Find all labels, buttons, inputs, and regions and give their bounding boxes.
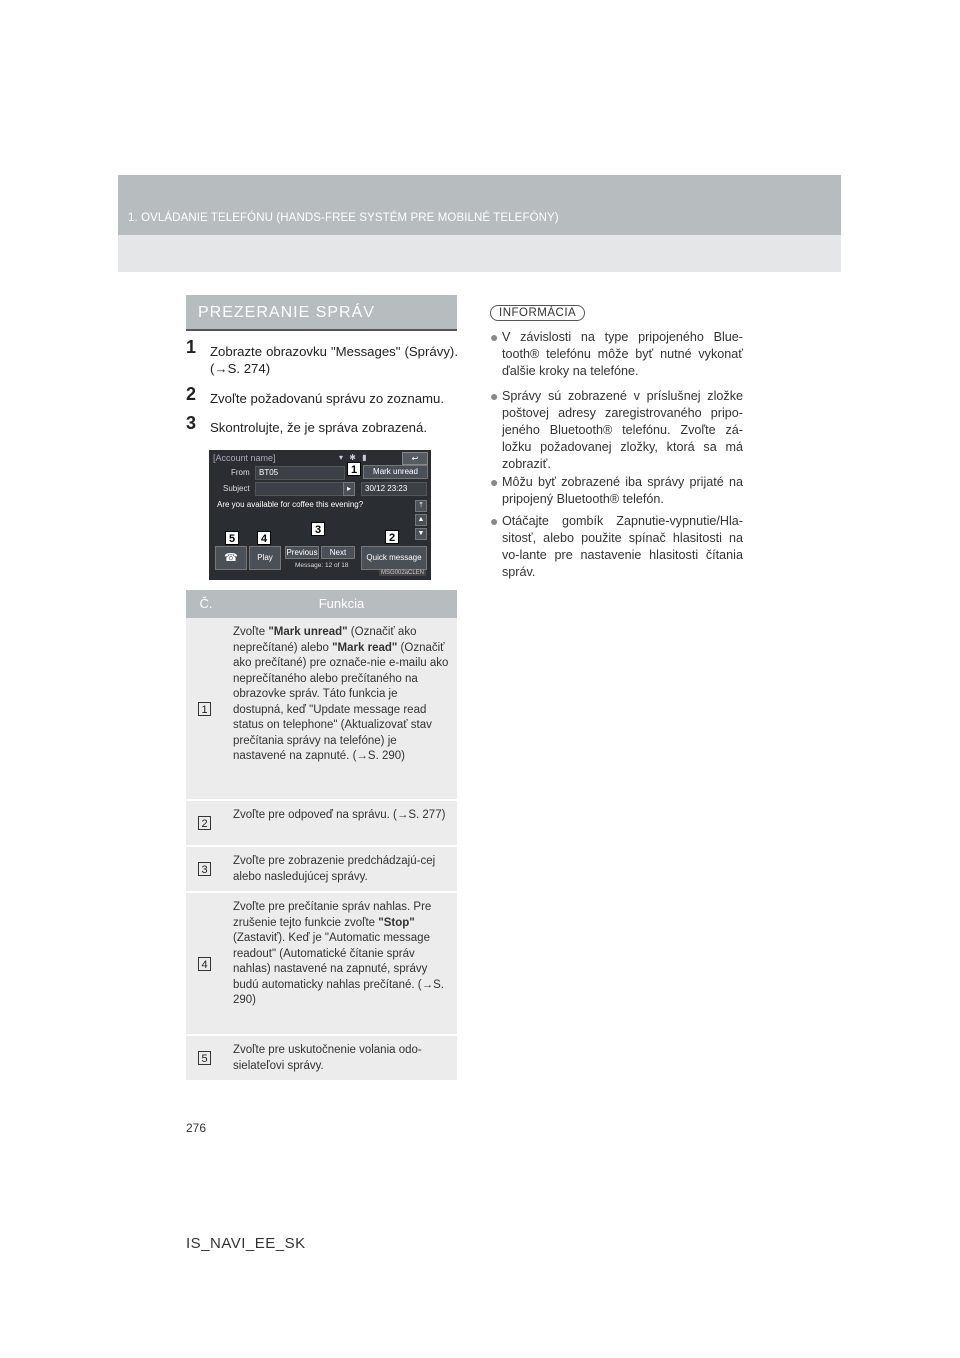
- row-description: Zvoľte pre prečítanie správ nahlas. Pre zrušenie tejto funkcie zvoľte "Stop" (Zastaviť). Keď je "Automatic message readout" (Automatické čítanie správ nahlas) nastavené na zapnuté, správy budú automaticky nahlas prečítané. (→S. 290): [233, 901, 444, 1006]
- status-icons: ▾ ✱ ▮: [339, 453, 369, 462]
- bullet-icon: ●: [490, 513, 499, 529]
- image-code: MSG002aCLEN: [381, 570, 425, 576]
- bullet-icon: ●: [490, 474, 499, 490]
- back-icon: ↩: [402, 452, 428, 465]
- step-text: Zvoľte požadovanú správu zo zoznamu.: [210, 391, 445, 406]
- row-number: 5: [198, 1051, 211, 1065]
- datetime-field: 30/12 23:23: [361, 482, 427, 496]
- info-item: ● Správy sú zobrazené v príslušnej zložke poštovej adresy zaregistrovaného pripo-jeného Bluetooth® telefónu. Zvoľte zá-ložku požadovanej zložky, ktorá sa má zobraziť.: [490, 388, 743, 471]
- bullet-icon: ●: [490, 329, 499, 345]
- row-description: Zvoľte pre uskutočnenie volania odo-sielateľovi správy.: [233, 1044, 422, 1072]
- header-subband: [118, 235, 841, 272]
- function-table: [186, 590, 457, 1082]
- col-num-header: Č.: [199, 596, 213, 611]
- row-description: Zvoľte "Mark unread" (Označiť ako neprečítané) alebo "Mark read" (Označiť ako prečítané) pre označe-nie e-mailu ako neprečítaného alebo prečítaného na obrazovke správ. Táto funkcia je dostupná, keď "Update message read status on telephone" (Aktualizovať stav prečítania správy na telefóne) je nastavené na zapnuté. (→S. 290): [233, 626, 449, 762]
- section-title-text: PREZERANIE SPRÁV: [198, 304, 375, 321]
- next-button: Next: [321, 546, 355, 559]
- step-3: [186, 413, 458, 436]
- scroll-top-icon: ⤒: [415, 500, 427, 512]
- info-item: ● Môžu byť zobrazené iba správy prijaté na pripojený Bluetooth® telefón.: [490, 474, 743, 506]
- header-band: [118, 175, 841, 235]
- table-row: [186, 847, 457, 893]
- call-icon: ☎: [215, 546, 247, 570]
- table-header: [186, 590, 457, 618]
- subject-field: [255, 482, 345, 496]
- mark-unread-button: Mark unread: [363, 465, 428, 479]
- table-row: [186, 1036, 457, 1082]
- row-number: 3: [198, 862, 211, 876]
- page-number: 276: [186, 1121, 207, 1135]
- step-text: Zobrazte obrazovku "Messages" (Správy). (→S. 274): [210, 344, 458, 376]
- callout-1: 1: [347, 462, 361, 476]
- step-2: [186, 384, 458, 407]
- callout-4: 4: [257, 531, 271, 545]
- document-code: IS_NAVI_EE_SK: [186, 1235, 306, 1252]
- callout-3: 3: [311, 522, 325, 536]
- subject-label: Subject: [223, 484, 250, 493]
- bullet-icon: ●: [490, 388, 499, 404]
- play-icon: ▸: [343, 482, 355, 496]
- scroll-down-icon: ▼: [415, 528, 427, 540]
- play-button: Play: [249, 546, 281, 570]
- callout-5: 5: [225, 531, 239, 545]
- step-text: Skontrolujte, že je správa zobrazená.: [210, 420, 427, 435]
- row-number: 2: [198, 816, 211, 830]
- col-func-header: Funkcia: [318, 596, 365, 611]
- step-number: 2: [186, 384, 197, 404]
- message-screen-image: [209, 450, 431, 580]
- table-row: [186, 618, 457, 801]
- from-field: BT05: [255, 466, 345, 480]
- table-row: [186, 801, 457, 847]
- message-body: Are you available for coffee this evening?: [217, 500, 364, 509]
- table-row: [186, 893, 457, 1036]
- row-number: 4: [198, 957, 211, 971]
- chapter-header: 1. OVLÁDANIE TELEFÓNU (HANDS-FREE SYSTÉM PRE MOBILNÉ TELEFÓNY): [128, 212, 559, 224]
- info-label: INFORMÁCIA: [490, 305, 585, 321]
- row-number: 1: [198, 702, 211, 716]
- row-description: Zvoľte pre odpoveď na správu. (→S. 277): [233, 809, 446, 821]
- quick-message-button: Quick message: [361, 546, 427, 570]
- step-number: 3: [186, 413, 197, 433]
- row-description: Zvoľte pre zobrazenie predchádzajú-cej alebo nasledujúcej správy.: [233, 855, 436, 883]
- message-counter: Message: 12 of 18: [295, 562, 349, 569]
- account-name: [Account name]: [213, 453, 276, 463]
- scroll-up-icon: ▲: [415, 514, 427, 526]
- previous-button: Previous: [286, 548, 318, 557]
- info-item: ● V závislosti na type pripojeného Blue-tooth® telefónu môže byť nutné vykonať ďalšie kroky na telefóne.: [490, 329, 743, 378]
- info-item: ● Otáčajte gombík Zapnutie-vypnutie/Hla-sitosť, alebo použite spínač hlasitosti na vo-lante pre nastavenie hlasitosti čítania správ.: [490, 513, 743, 579]
- step-number: 1: [186, 337, 197, 357]
- from-label: From: [231, 468, 250, 477]
- section-title: [186, 295, 457, 331]
- callout-2: 2: [385, 530, 399, 544]
- step-1: [186, 337, 458, 377]
